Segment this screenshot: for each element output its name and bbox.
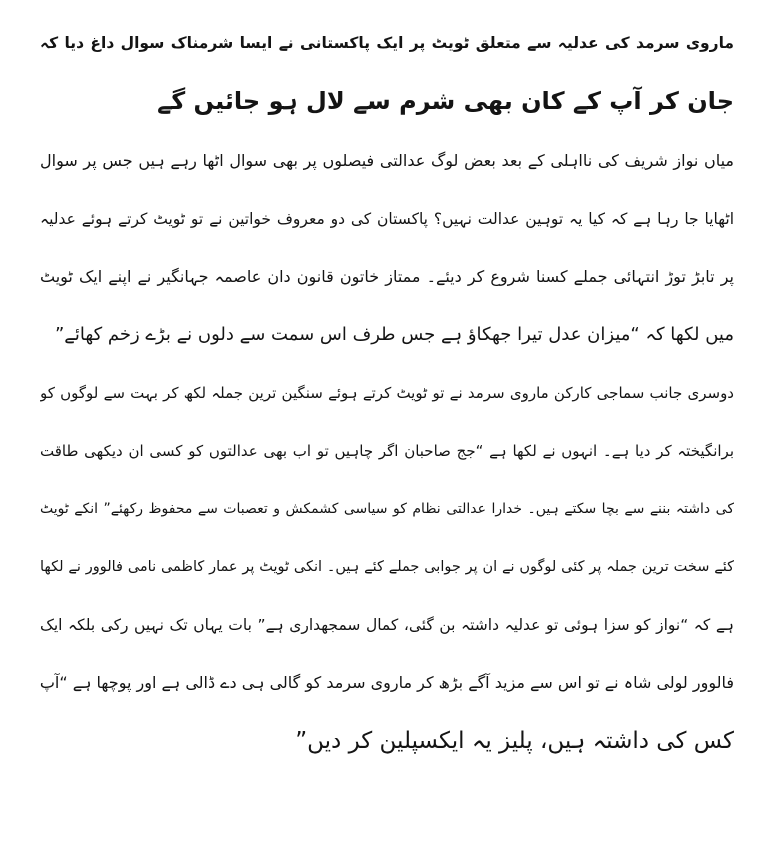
paragraph-line: فالوور لولی شاہ نے تو اس سے مزید آگے بڑھ کر ماروی سرمد کو گالی ہی دے ڈالی ہے اور پوچھا ہے “آپ <box>40 673 734 692</box>
paragraph-line: میں لکھا کہ “میزان عدل تیرا جھکاؤ ہے جس طرف اس سمت سے دلوں نے بڑے زخم کھائے” <box>54 324 734 345</box>
paragraph-line: برانگیختہ کر دیا ہے۔ انہوں نے لکھا ہے “جج صاحبان اگر چاہیں تو اب بھی عدالتوں کو کسی ان دیکھی طاقت <box>40 442 734 460</box>
headline-line: ماروی سرمد کی عدلیہ سے متعلق ٹویٹ پر ایک پاکستانی نے ایسا شرمناک سوال داغ دیا کہ <box>40 34 734 52</box>
paragraph-line: ہے کہ “نواز کو سزا ہوئی تو عدلیہ داشتہ بن گئی، کمال سمجھداری ہے” بات یہاں تک نہیں رکی بلکہ ایک <box>40 616 734 634</box>
article-paragraph <box>40 132 734 364</box>
article-headline <box>40 14 734 130</box>
paragraph-line: پر تابڑ توڑ انتہائی جملے کسنا شروع کر دیئے۔ ممتاز خاتون قانون دان عاصمہ جہانگیر نے اپنے ایک ٹویٹ <box>40 267 734 286</box>
headline-line: جان کر آپ کے کان بھی شرم سے لال ہو جائیں گے <box>157 87 734 115</box>
paragraph-line: کی داشتہ بننے سے بچا سکتے ہیں۔ خدارا عدالتی نظام کو سیاسی کشمکش و تعصبات سے محفوظ رکھئے” انکے ٹویٹ <box>40 501 734 517</box>
paragraph-line: کئے سخت ترین جملہ پر کئی لوگوں نے ان پر جوابی جملے کئے ہیں۔ انکی ٹویٹ پر عمار کاظمی نامی فالوور نے لکھا <box>40 559 734 575</box>
paragraph-line: اٹھایا جا رہا ہے کہ کیا یہ توہین عدالت نہیں؟ پاکستان کی دو معروف خواتین نے تو ٹویٹ کرتے ہوئے عدلیہ <box>40 210 734 228</box>
paragraph-line: کس کی داشتہ ہیں، پلیز یہ ایکسپلین کر دیں” <box>295 728 734 754</box>
paragraph-line: میاں نواز شریف کی نااہلی کے بعد بعض لوگ عدالتی فیصلوں پر بھی سوال اٹھا رہے ہیں جس پر سوال <box>40 151 734 170</box>
article-paragraph <box>40 364 734 770</box>
paragraph-line: دوسری جانب سماجی کارکن ماروی سرمد نے تو ٹویٹ کرتے ہوئے سنگین ترین جملہ لکھ کر بہت سے لوگوں کو <box>40 384 734 402</box>
